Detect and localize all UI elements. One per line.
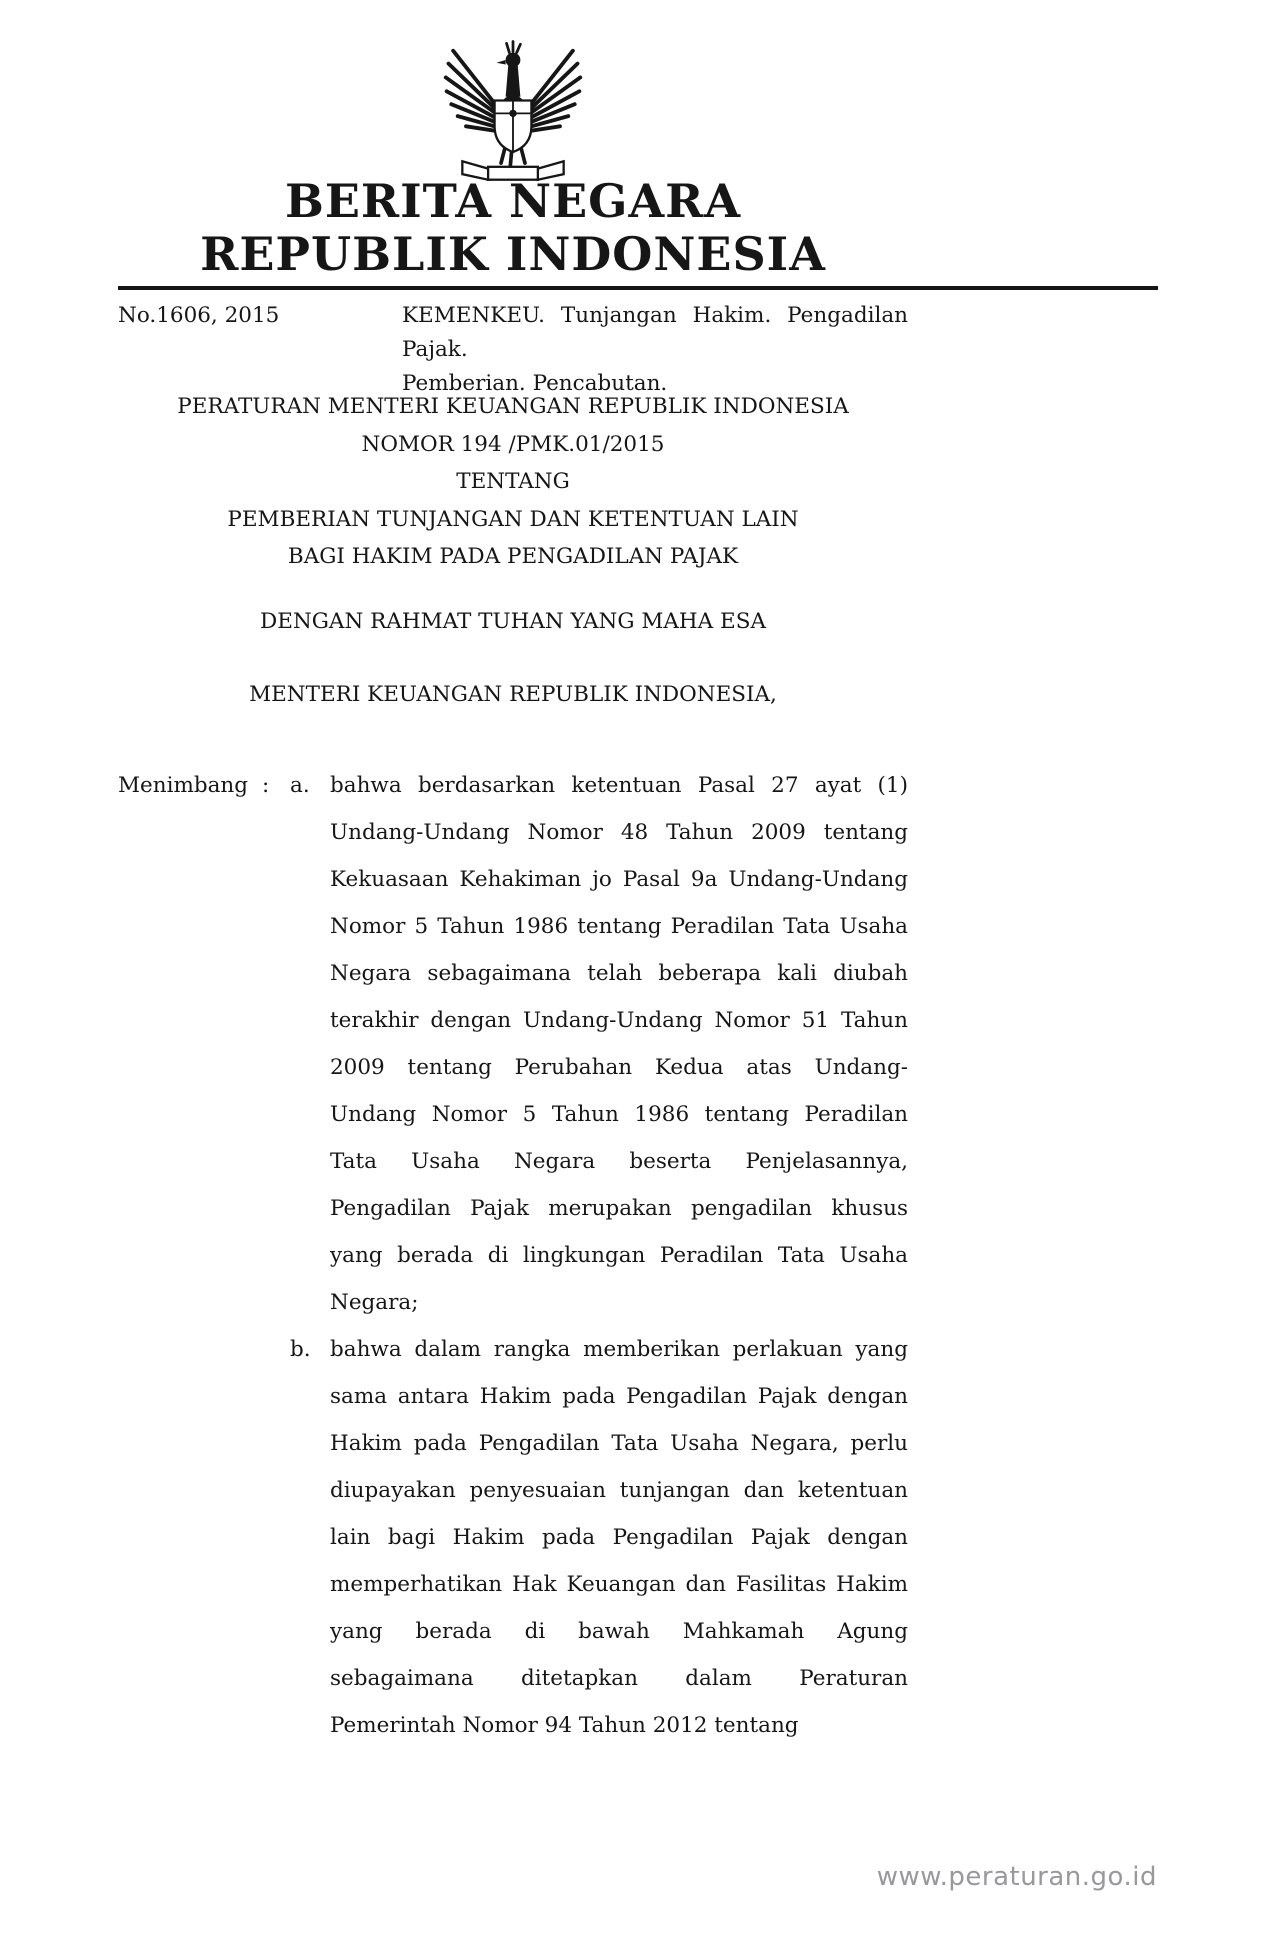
regulation-title-line-5: BAGI HAKIM PADA PENGADILAN PAJAK <box>287 544 739 569</box>
regulation-title-line-3: TENTANG <box>456 469 570 494</box>
considering-separator: : <box>262 773 270 798</box>
considering-row <box>118 762 908 1749</box>
gazette-subject <box>402 299 908 401</box>
masthead-title-line1: BERITA NEGARA <box>284 174 742 228</box>
regulation-title-line-2: NOMOR 194 /PMK.01/2015 <box>361 431 665 457</box>
gazette-subject-line2: Pemberian. Pencabutan. <box>402 371 668 396</box>
regulation-title-line-1: PERATURAN MENTERI KEUANGAN REPUBLIK INDONESIA <box>177 394 849 419</box>
masthead-divider <box>118 286 1158 290</box>
considering-item-a-letter: a. <box>290 773 310 798</box>
considering-item-a-text: bahwa berdasarkan ketentuan Pasal 27 ayat (1) Undang-Undang Nomor 48 Tahun 2009 tentang Kekuasaan Kehakiman jo Pasal 9a Undang-Undang Nomor 5 Tahun 1986 tentang Peradilan Tata Usaha Negara sebagaimana telah beberapa kali diubah terakhir dengan Undang-Undang Nomor 51 Tahun 2009 tentang Perubahan Kedua atas Undang-Undang Nomor 5 Tahun 1986 tentang Peradilan Tata Usaha Negara beserta Penjelasannya, Pengadilan Pajak merupakan pengadilan khusus yang berada di lingkungan Peradilan Tata Usaha Negara; <box>330 773 908 1315</box>
considering-label: Menimbang <box>118 773 249 798</box>
garuda-pancasila-emblem-graphic <box>440 36 586 188</box>
invocation-line: DENGAN RAHMAT TUHAN YANG MAHA ESA <box>260 608 766 634</box>
considering-item-b-letter: b. <box>290 1337 311 1362</box>
considering-items <box>290 762 908 1749</box>
watermark-url: www.peraturan.go.id <box>876 1862 1157 1892</box>
considering-item-b-text: bahwa dalam rangka memberikan perlakuan yang sama antara Hakim pada Pengadilan Pajak dengan Hakim pada Pengadilan Tata Usaha Negara, perlu diupayakan penyesuaian tunjangan dan ketentuan lain bagi Hakim pada Pengadilan Pajak dengan memperhatikan Hak Keuangan dan Fasilitas Hakim yang berada di bawah Mahkamah Agung sebagaimana ditetapkan dalam Peraturan Pemerintah Nomor 94 Tahun 2012 tentang <box>330 1337 908 1738</box>
masthead <box>118 175 908 281</box>
considerations-section <box>118 762 908 1749</box>
garuda-pancasila-emblem <box>440 36 586 188</box>
considering-item-b <box>290 1326 908 1749</box>
regulation-title-block <box>118 388 908 714</box>
authority-line: MENTERI KEUANGAN REPUBLIK INDONESIA, <box>249 682 777 707</box>
regulation-title-line-4: PEMBERIAN TUNJANGAN DAN KETENTUAN LAIN <box>227 506 799 532</box>
gazette-number: No.1606, 2015 <box>118 303 280 328</box>
gazette-subject-line1: KEMENKEU. Tunjangan Hakim. Pengadilan Pajak. <box>402 303 908 362</box>
masthead-title-line2: REPUBLIK INDONESIA <box>200 227 826 281</box>
considering-item-a <box>290 762 908 1326</box>
